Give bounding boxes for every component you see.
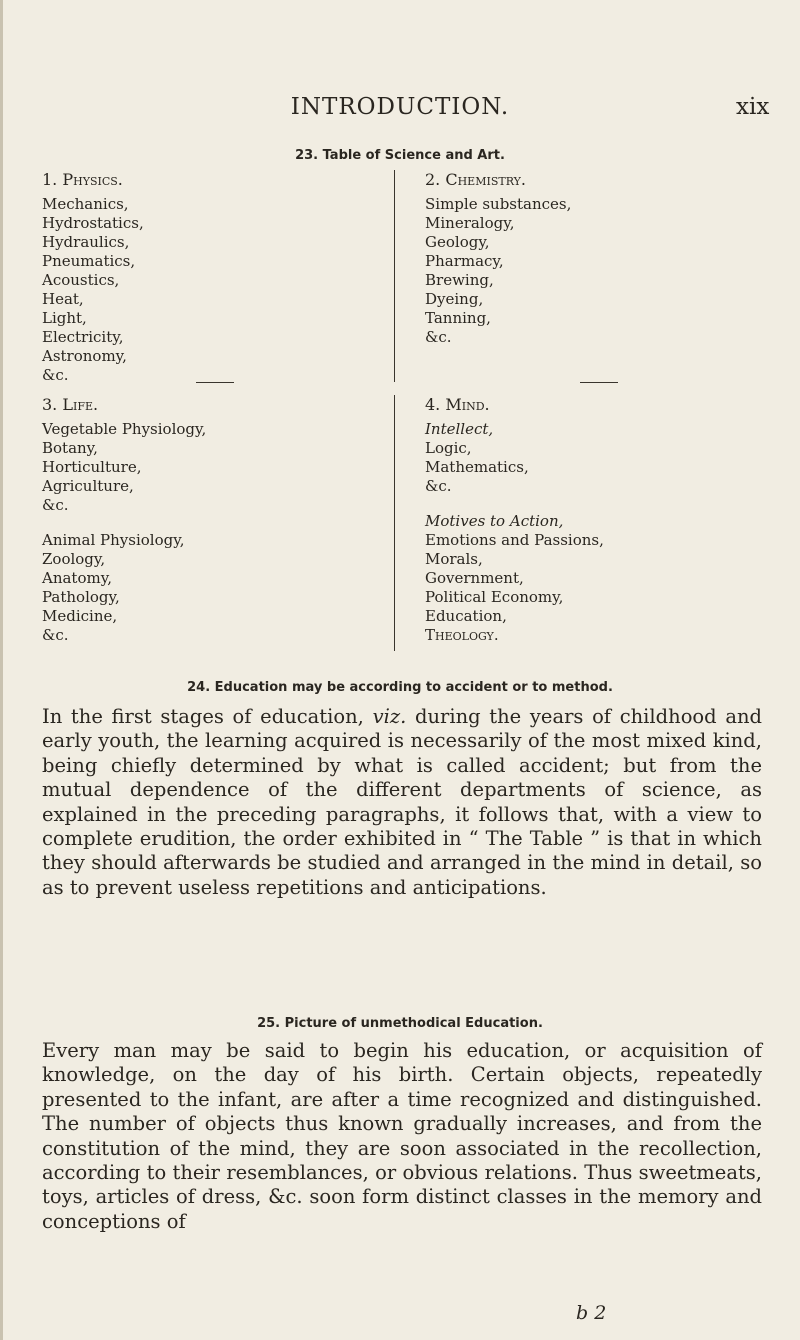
mind-title: 4. Mind. bbox=[425, 395, 490, 414]
group-gap bbox=[425, 496, 604, 512]
section-24-text-start: In the first stages of education, bbox=[42, 705, 373, 728]
life-item: Vegetable Physiology, bbox=[42, 420, 207, 438]
section-23-heading: 23. Table of Science and Art. bbox=[295, 148, 505, 163]
section-24-heading: 24. Education may be according to accident or to method. bbox=[187, 680, 613, 695]
signature-mark: b 2 bbox=[576, 1302, 607, 1324]
life-column bbox=[42, 395, 206, 645]
physics-title: 1. Physics. bbox=[42, 170, 123, 189]
life-item: Medicine, bbox=[42, 607, 118, 625]
mind-item: Mathematics, bbox=[425, 458, 529, 476]
mind-item-theology: Theology. bbox=[425, 626, 499, 644]
life-item: Agriculture, bbox=[42, 477, 134, 495]
physics-item: Electricity, bbox=[42, 328, 124, 346]
section-24-text-rest: during the years of childhood and early youth, the learning acquired is necessarily of the most mixed kind, being chiefly determined by what is called accident; but from the mutual dependence of the different departments of science, as explained in the preceding paragraphs, it follows that, with a view to complete erudition, the order exhibited in “ The Table ” is that in which they should afterwards be studied and arranged in the mind in detail, so as to prevent useless repetitions and anticipations. bbox=[42, 705, 762, 899]
physics-item: Mechanics, bbox=[42, 195, 129, 213]
section-rule-left bbox=[196, 382, 234, 383]
chemistry-title: 2. Chemistry. bbox=[425, 170, 526, 189]
life-item: Pathology, bbox=[42, 588, 120, 606]
physics-item: Light, bbox=[42, 309, 87, 327]
life-item: &c. bbox=[42, 496, 69, 514]
life-item: Botany, bbox=[42, 439, 98, 457]
life-item: &c. bbox=[42, 626, 69, 644]
physics-column bbox=[42, 170, 144, 385]
life-item: Horticulture, bbox=[42, 458, 142, 476]
mind-item: Logic, bbox=[425, 439, 472, 457]
chemistry-item: &c. bbox=[425, 328, 452, 346]
column-divider-upper bbox=[394, 170, 395, 382]
chemistry-item: Dyeing, bbox=[425, 290, 484, 308]
chemistry-item: Brewing, bbox=[425, 271, 494, 289]
chemistry-item: Tanning, bbox=[425, 309, 491, 327]
group-gap bbox=[42, 515, 206, 531]
section-25-paragraph: Every man may be said to begin his education, or acquisition of knowledge, on the day of his birth. Certain objects, repeatedly presented to the infant, are after a time recognized and distinguished. The number of objects thus known gradually increases, and from the constitution of the mind, they are soon associated in the recollection, according to their resemblances, or obvious relations. Thus sweetmeats, toys, articles of dress, &c. soon form distinct classes in the memory and conceptions of bbox=[42, 1039, 762, 1233]
mind-item: Emotions and Passions, bbox=[425, 531, 604, 549]
physics-item: Acoustics, bbox=[42, 271, 120, 289]
mind-item: &c. bbox=[425, 477, 452, 495]
chemistry-item: Mineralogy, bbox=[425, 214, 515, 232]
mind-subhead: Motives to Action, bbox=[425, 512, 564, 530]
page-edge bbox=[0, 0, 3, 1340]
life-title: 3. Life. bbox=[42, 395, 99, 414]
chemistry-column bbox=[425, 170, 571, 347]
mind-item: Morals, bbox=[425, 550, 483, 568]
mind-column bbox=[425, 395, 604, 645]
mind-subhead: Intellect, bbox=[425, 420, 494, 438]
mind-item: Government, bbox=[425, 569, 524, 587]
chemistry-item: Geology, bbox=[425, 233, 490, 251]
section-rule-right bbox=[580, 382, 618, 383]
life-item: Anatomy, bbox=[42, 569, 112, 587]
page-number: xix bbox=[736, 94, 770, 120]
section-24-paragraph bbox=[42, 705, 762, 900]
chemistry-item: Pharmacy, bbox=[425, 252, 504, 270]
physics-item: &c. bbox=[42, 366, 69, 384]
mind-item: Education, bbox=[425, 607, 507, 625]
physics-item: Heat, bbox=[42, 290, 84, 308]
life-item: Animal Physiology, bbox=[42, 531, 185, 549]
life-item: Zoology, bbox=[42, 550, 106, 568]
column-divider-lower bbox=[394, 395, 395, 651]
physics-item: Hydraulics, bbox=[42, 233, 130, 251]
physics-item: Astronomy, bbox=[42, 347, 127, 365]
section-25-heading: 25. Picture of unmethodical Education. bbox=[257, 1016, 543, 1031]
mind-item: Political Economy, bbox=[425, 588, 564, 606]
running-header: INTRODUCTION. bbox=[290, 94, 510, 120]
physics-item: Hydrostatics, bbox=[42, 214, 144, 232]
viz-italic: viz. bbox=[372, 705, 407, 728]
chemistry-item: Simple substances, bbox=[425, 195, 572, 213]
physics-item: Pneumatics, bbox=[42, 252, 136, 270]
